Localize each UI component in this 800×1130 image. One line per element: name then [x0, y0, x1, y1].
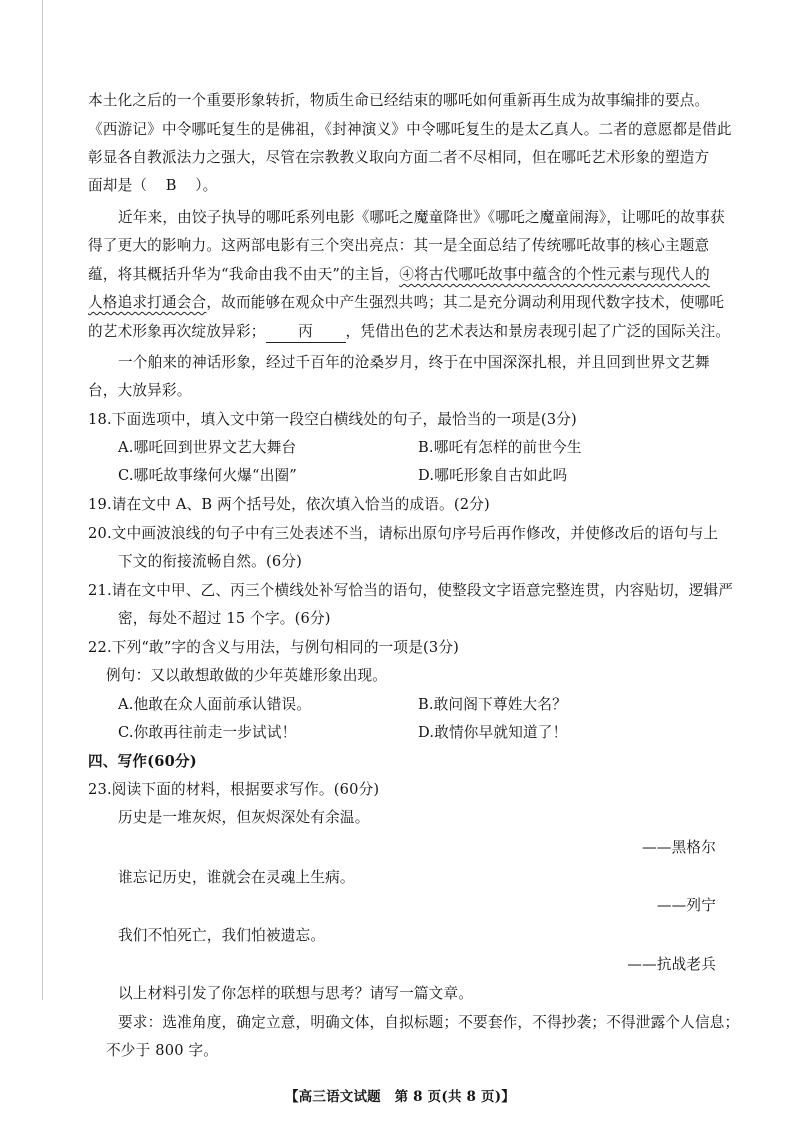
passage-text: ，故而能够在观众中产生强烈共鸣；其二是充分调动利用现代数字技术，使哪吒: [206, 294, 725, 311]
passage-line: 彰显各自教派法力之强大，尽管在宗教教义取向方面二者不尽相同，但在哪吒艺术形象的塑造方: [88, 149, 710, 166]
passage-line: [88, 176, 217, 196]
passage-line: 《西游记》中令哪吒复生的是佛祖，《封神演义》中令哪吒复生的是太乙真人。二者的意愿都是借此: [88, 121, 732, 138]
passage-line: 得了更大的影响力。这两部电影有三个突出亮点：其一是全面总结了传统哪吒故事的核心主题意: [88, 237, 710, 254]
question-22: 22.下列“敢”字的含义与用法，与例句相同的一项是(3分): [88, 639, 460, 656]
passage-text: 的艺术形象再次绽放异彩；: [88, 323, 266, 340]
option-c: C.你敢再往前走一步试试！: [118, 724, 297, 741]
passage-line: 本土化之后的一个重要形象转折，物质生命已经结束的哪吒如何重新再生成为故事编排的要点。: [88, 92, 710, 109]
blank-answer-b: B: [165, 177, 177, 194]
question-23: 23.阅读下面的材料，根据要求写作。(60分): [88, 781, 380, 798]
left-margin-rule: [42, 0, 43, 1000]
writing-requirements-cont: 不少于 800 字。: [106, 1042, 219, 1059]
material-quote: 历史是一堆灰烬，但灰烬深处有余温。: [118, 809, 370, 826]
material-quote: 谁忘记历史，谁就会在灵魂上生病。: [118, 869, 355, 886]
example-sentence: 例句：又以敢想敢做的少年英雄形象出现。: [106, 667, 388, 684]
blank-bing: 丙: [266, 322, 346, 343]
passage-line: [88, 265, 710, 285]
question-18: 18.下面选项中，填入文中第一段空白横线处的句子，最恰当的一项是(3分): [88, 411, 577, 428]
question-21-cont: 密，每处不超过 15 个字。(6分): [118, 610, 331, 627]
passage-text: 蕴，将其概括升华为“我命由我不由天”的主旨，: [88, 266, 400, 283]
quote-author: ——黑格尔: [642, 839, 716, 856]
question-21: 21.请在文中甲、乙、丙三个横线处补写恰当的语句，使整段文字语意完整连贯，内容贴切，逻辑严: [88, 582, 734, 599]
option-a: A.他敢在众人面前承认错误。: [118, 696, 312, 713]
option-a: A.哪吒回到世界文艺大舞台: [118, 439, 297, 456]
option-c: C.哪吒故事缘何火爆“出圈”: [118, 467, 297, 484]
passage-line: [88, 322, 730, 343]
option-d: D.哪吒形象自古如此吗: [418, 467, 568, 484]
passage-line: [88, 293, 724, 313]
quote-author: ——列宁: [656, 897, 716, 914]
question-20: 20.文中画波浪线的句子中有三处表述不当，请标出原句序号后再作修改，并使修改后的语句与上: [88, 525, 719, 542]
passage-line: 一个舶来的神话形象，经过千百年的沧桑岁月，终于在中国深深扎根，并且回到世界文艺舞: [118, 354, 710, 371]
writing-requirements: 要求：选准角度，确定立意，明确文体，自拟标题；不要套作，不得抄袭；不得泄露个人信息；: [118, 1014, 740, 1031]
passage-line: 台，大放异彩。: [88, 382, 192, 399]
writing-prompt: 以上材料引发了你怎样的联想与思考？请写一篇文章。: [118, 985, 474, 1002]
quote-author: ——抗战老兵: [627, 956, 716, 973]
material-quote: 我们不怕死亡，我们怕被遗忘。: [118, 927, 326, 944]
passage-line: 近年来，由饺子执导的哪吒系列电影《哪吒之魔童降世》《哪吒之魔童闹海》，让哪吒的故事获: [118, 209, 725, 226]
passage-text: 面却是（: [88, 177, 148, 194]
passage-text: ，凭借出色的艺术表达和景房表现引起了广泛的国际关注。: [345, 323, 731, 340]
question-19: 19.请在文中 A、B 两个括号处，依次填入恰当的成语。(2分): [88, 496, 490, 513]
wavy-underlined-sentence: ④将古代哪吒故事中蕴含的个性元素与现代人的: [399, 266, 710, 283]
wavy-underlined-sentence: 人格追求打通会合: [88, 294, 207, 311]
option-b: B.哪吒有怎样的前世今生: [418, 439, 582, 456]
option-d: D.敢情你早就知道了！: [418, 724, 568, 741]
question-20-cont: 下文的衔接流畅自然。(6分): [118, 553, 303, 570]
option-b: B.敢问阁下尊姓大名？: [418, 696, 567, 713]
page-footer: 【高三语文试题 第 8 页(共 8 页)】: [284, 1089, 516, 1105]
section-heading: 四、写作(60分): [88, 753, 197, 770]
passage-text: ）。: [195, 177, 218, 194]
